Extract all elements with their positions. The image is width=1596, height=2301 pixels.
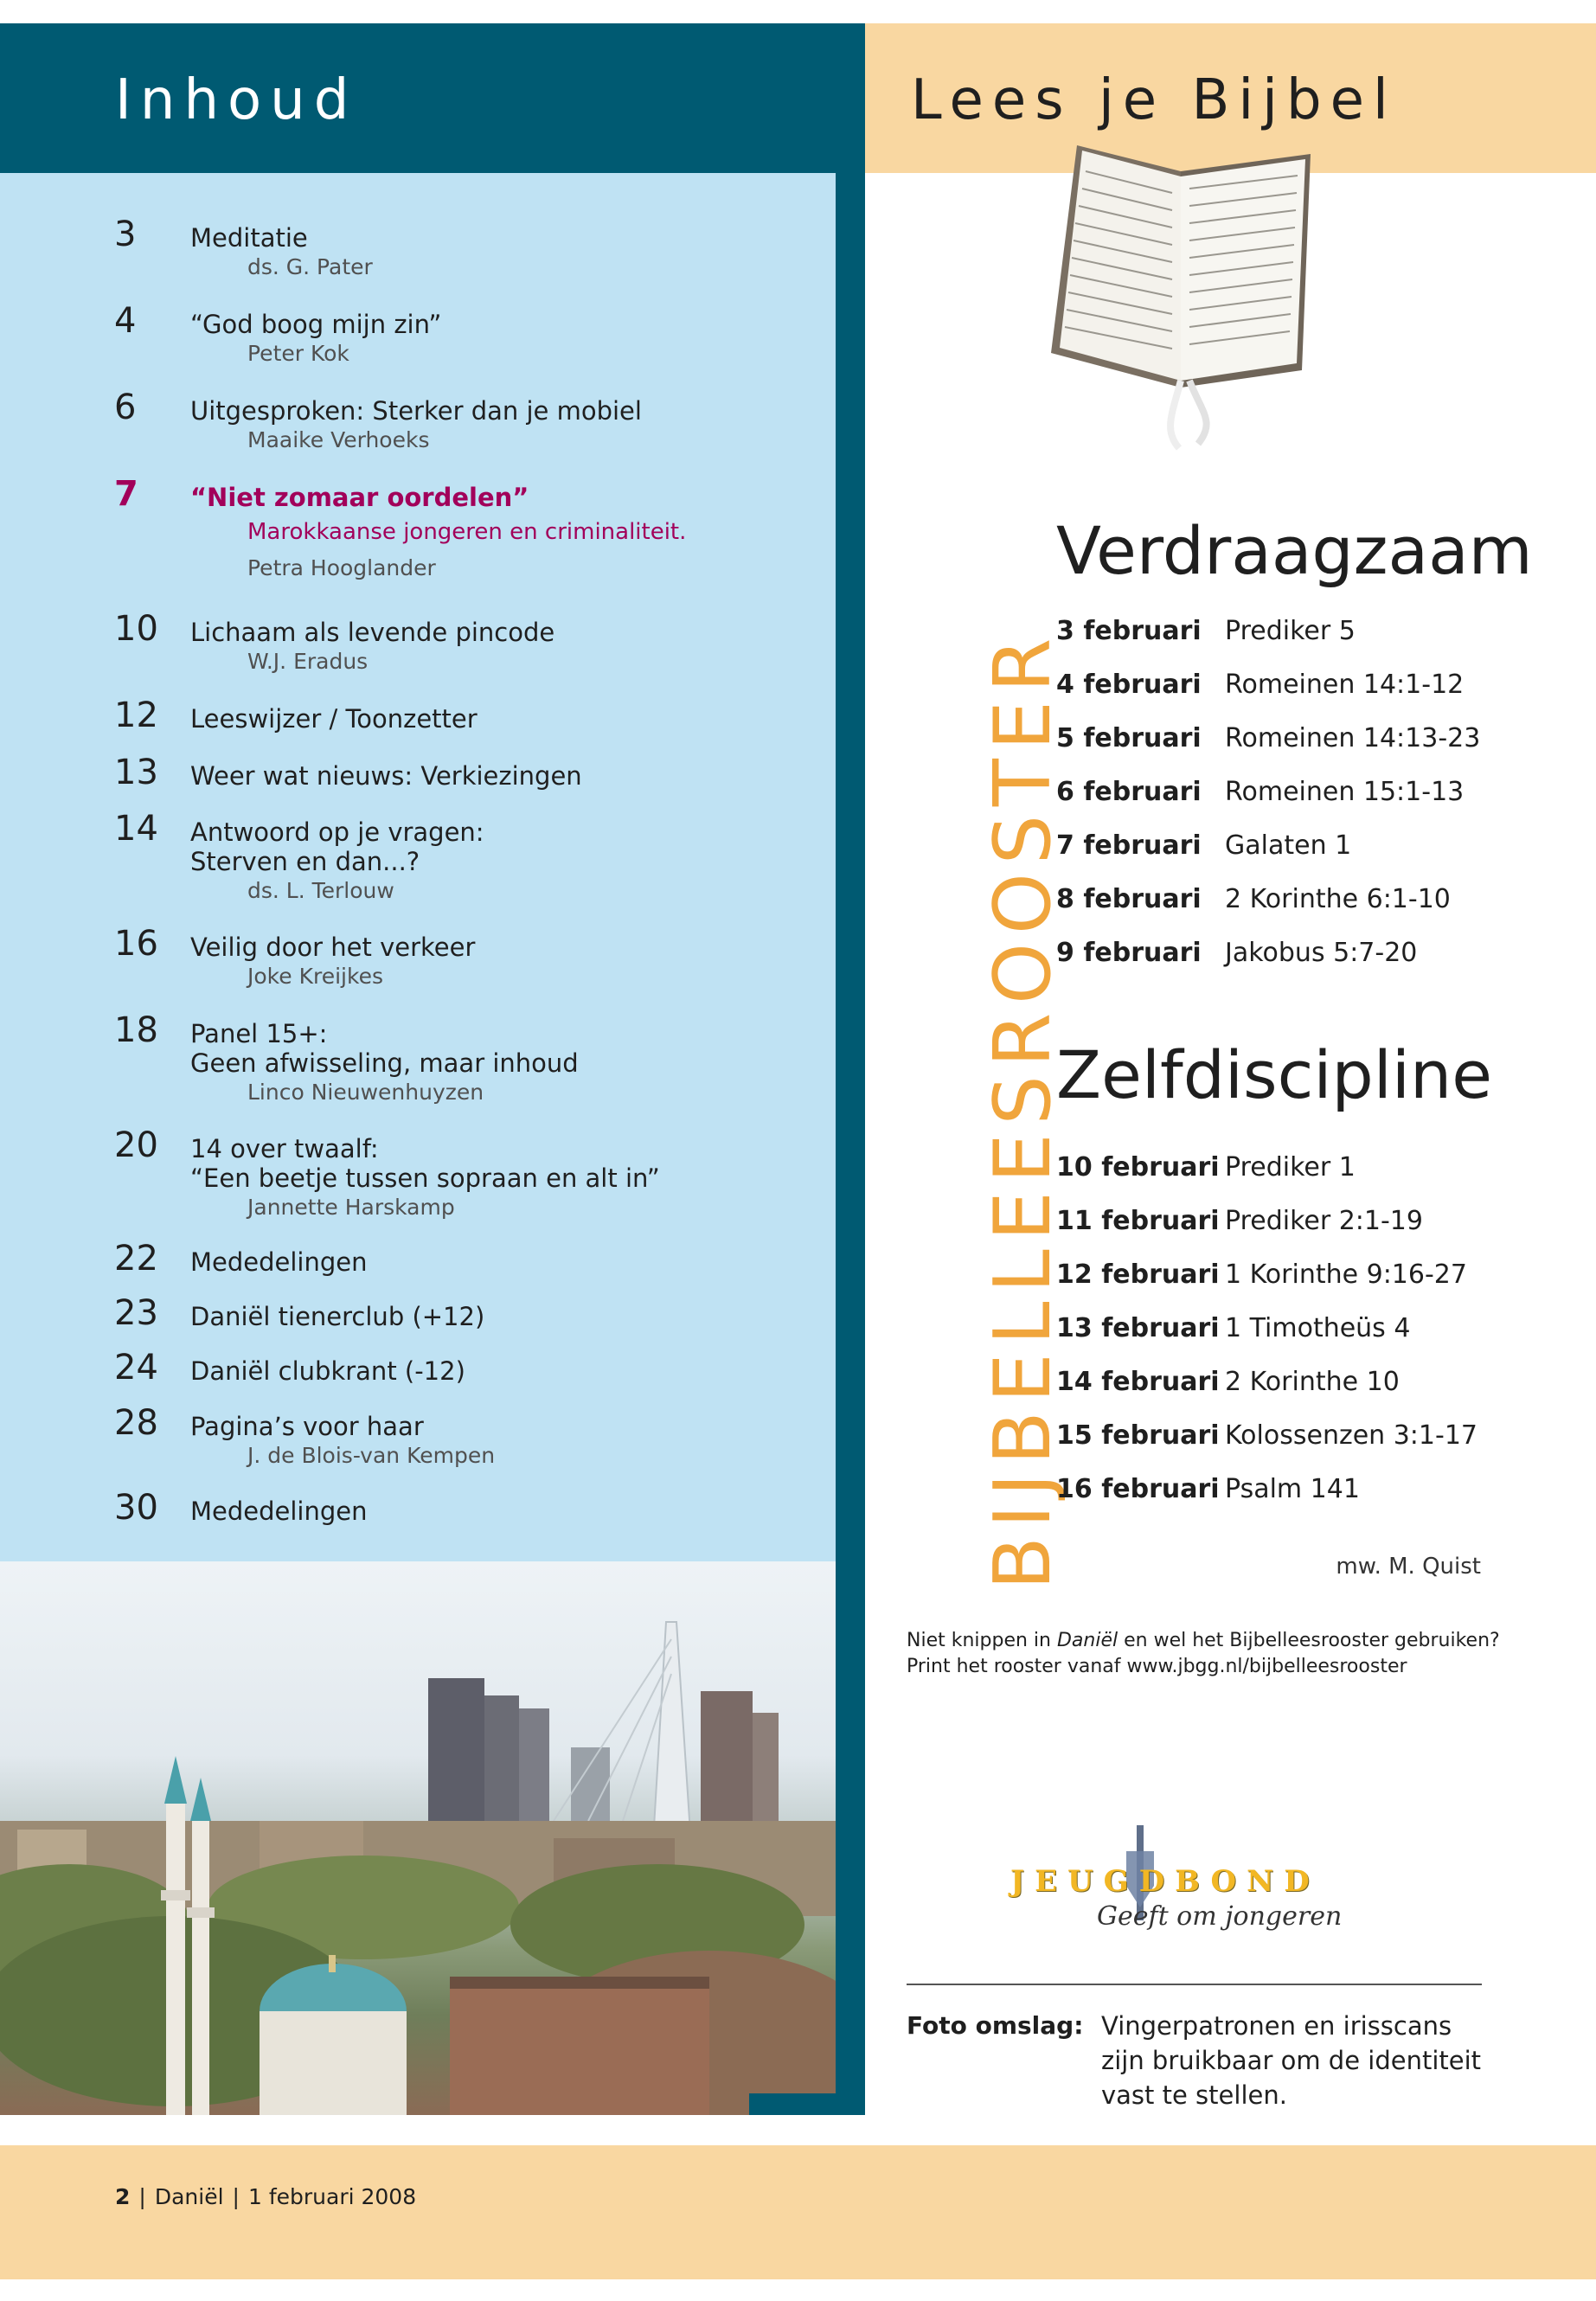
reading-date: 5 februari — [1056, 723, 1202, 753]
reading-row — [1056, 938, 1575, 972]
toc-title: Daniël clubkrant (-12) — [190, 1356, 465, 1386]
reading-row — [1056, 884, 1575, 919]
toc-author: Peter Kok — [247, 341, 349, 366]
toc-title: Pagina’s voor haar — [190, 1412, 424, 1441]
toc-title: Veilig door het verkeer — [190, 933, 476, 962]
page-number: 2 — [115, 2184, 131, 2209]
section-title-verdraagzaam: Verdraagzaam — [1056, 512, 1533, 589]
reading-row — [1056, 1367, 1575, 1401]
note-url-line[interactable]: Print het rooster vanaf www.jbgg.nl/bijbelleesrooster — [907, 1656, 1407, 1677]
page-footer — [0, 2145, 1596, 2279]
reading-row — [1056, 670, 1575, 704]
reading-passage: 1 Timotheüs 4 — [1225, 1313, 1411, 1343]
reading-passage: Kolossenzen 3:1-17 — [1225, 1420, 1477, 1451]
bible-reading-schedule-label: BIJBELLEESROOSTER — [977, 629, 1068, 1590]
toc-page-number: 3 — [114, 215, 137, 254]
reading-passage: Jakobus 5:7-20 — [1225, 938, 1418, 968]
reading-passage: 2 Korinthe 6:1-10 — [1225, 884, 1451, 914]
toc-page-number: 22 — [114, 1239, 158, 1279]
cover-photo-caption: Vingerpatronen en irisscans zijn bruikbaar om de identiteit vast te stellen. — [1101, 2011, 1482, 2110]
toc-title-line2: “Een beetje tussen sopraan en alt in” — [190, 1163, 660, 1193]
reading-date: 14 februari — [1056, 1367, 1220, 1397]
toc-page-number: 28 — [114, 1403, 158, 1443]
toc-page-number: 7 — [114, 474, 138, 514]
footer-text: 2 | Daniël | 1 februari 2008 — [115, 2184, 417, 2209]
reading-row — [1056, 1420, 1575, 1455]
reading-row — [1056, 1474, 1575, 1509]
toc-page-number: 24 — [114, 1348, 158, 1388]
note-text: en wel het Bijbelleesrooster gebruiken? — [1118, 1630, 1500, 1651]
toc-page-number: 10 — [114, 609, 158, 649]
reading-header-title: Lees je Bijbel — [911, 68, 1397, 132]
reading-row — [1056, 777, 1575, 811]
contents-title: Inhoud — [115, 68, 358, 132]
reading-passage: Galaten 1 — [1225, 830, 1352, 861]
cover-photo-label: Foto omslag: — [907, 2011, 1084, 2040]
city-skyline-illustration — [0, 1561, 836, 2115]
reading-row — [1056, 1259, 1575, 1294]
issue-date: 1 februari 2008 — [247, 2184, 417, 2209]
reading-date: 13 februari — [1056, 1313, 1220, 1343]
reading-passage: Romeinen 14:1-12 — [1225, 670, 1465, 700]
toc-title: Weer wat nieuws: Verkiezingen — [190, 761, 582, 791]
toc-title: 14 over twaalf: — [190, 1134, 379, 1163]
toc-title: Mededelingen — [190, 1247, 368, 1277]
toc-page-number: 23 — [114, 1293, 158, 1333]
reading-passage: Prediker 2:1-19 — [1225, 1206, 1423, 1236]
reading-date: 11 februari — [1056, 1206, 1220, 1236]
reading-row — [1056, 1206, 1575, 1240]
jeugdbond-logo — [1010, 1825, 1374, 1938]
toc-title: Mededelingen — [190, 1497, 368, 1526]
schedule-author: mw. M. Quist — [1336, 1554, 1481, 1580]
toc-author: Petra Hooglander — [247, 555, 436, 580]
toc-page-number: 13 — [114, 753, 158, 792]
toc-page-number: 12 — [114, 695, 158, 735]
reading-passage: Romeinen 15:1-13 — [1225, 777, 1465, 807]
section-title-zelfdiscipline: Zelfdiscipline — [1056, 1036, 1492, 1113]
toc-page-number: 30 — [114, 1488, 158, 1528]
note-magazine-name: Daniël — [1056, 1630, 1118, 1651]
reading-date: 7 februari — [1056, 830, 1202, 861]
toc-subtitle: Marokkaanse jongeren en criminaliteit. — [247, 519, 687, 545]
toc-page-number: 18 — [114, 1010, 158, 1050]
toc-page-number: 16 — [114, 924, 158, 964]
toc-title-line2: Sterven en dan...? — [190, 847, 420, 876]
city-skyline-photo — [0, 1561, 836, 2115]
toc-title: Daniël tienerclub (+12) — [190, 1302, 485, 1331]
logo-slogan: Geeft om jongeren — [1097, 1901, 1343, 1932]
reading-passage: Prediker 5 — [1225, 616, 1356, 646]
toc-title: Antwoord op je vragen: — [190, 817, 484, 847]
toc-page-number: 4 — [114, 301, 137, 341]
reading-date: 15 februari — [1056, 1420, 1220, 1451]
reading-row — [1056, 1313, 1575, 1348]
toc-title: Leeswijzer / Toonzetter — [190, 704, 478, 734]
toc-page-number: 6 — [114, 388, 137, 427]
reading-passage: Prediker 1 — [1225, 1152, 1356, 1183]
divider — [907, 1984, 1482, 1985]
toc-author: J. de Blois-van Kempen — [247, 1443, 496, 1468]
reading-date: 10 februari — [1056, 1152, 1220, 1183]
reading-date: 16 februari — [1056, 1474, 1220, 1504]
contents-side-strip — [836, 173, 865, 2115]
toc-author: Jannette Harskamp — [247, 1195, 455, 1220]
toc-author: Joke Kreijkes — [247, 964, 383, 989]
open-bible-icon — [1051, 137, 1319, 452]
contents-header — [0, 23, 865, 173]
toc-title: “Niet zomaar oordelen” — [190, 483, 529, 512]
toc-title: “God boog mijn zin” — [190, 310, 442, 339]
logo-wordmark: JEUGDBOND — [1010, 1864, 1320, 1899]
toc-author: ds. G. Pater — [247, 254, 373, 279]
reading-row — [1056, 1152, 1575, 1187]
reading-row — [1056, 830, 1575, 865]
photo-corner-accent — [749, 2093, 865, 2115]
toc-title: Uitgesproken: Sterker dan je mobiel — [190, 396, 642, 426]
toc-author: W.J. Eradus — [247, 649, 369, 674]
reading-passage: 2 Korinthe 10 — [1225, 1367, 1400, 1397]
note-text: Niet knippen in — [907, 1630, 1057, 1651]
reading-date: 12 februari — [1056, 1259, 1220, 1290]
toc-author: Maaike Verhoeks — [247, 427, 430, 452]
reading-date: 4 februari — [1056, 670, 1202, 700]
reading-date: 6 februari — [1056, 777, 1202, 807]
toc-title-line2: Geen afwisseling, maar inhoud — [190, 1048, 579, 1078]
toc-title: Meditatie — [190, 223, 308, 253]
table-of-contents — [0, 173, 836, 1561]
reading-row — [1056, 723, 1575, 758]
toc-page-number: 14 — [114, 809, 158, 849]
reading-row — [1056, 616, 1575, 651]
toc-page-number: 20 — [114, 1125, 158, 1165]
reading-date: 8 februari — [1056, 884, 1202, 914]
toc-author: ds. L. Terlouw — [247, 878, 394, 903]
toc-title: Lichaam als levende pincode — [190, 618, 555, 647]
reading-date: 9 februari — [1056, 938, 1202, 968]
toc-title: Panel 15+: — [190, 1019, 328, 1048]
reading-passage: Romeinen 14:13-23 — [1225, 723, 1481, 753]
reading-passage: 1 Korinthe 9:16-27 — [1225, 1259, 1467, 1290]
magazine-name: Daniël — [154, 2184, 224, 2209]
toc-author: Linco Nieuwenhuyzen — [247, 1080, 484, 1105]
reading-passage: Psalm 141 — [1225, 1474, 1360, 1504]
schedule-note — [907, 1628, 1529, 1680]
reading-date: 3 februari — [1056, 616, 1202, 646]
